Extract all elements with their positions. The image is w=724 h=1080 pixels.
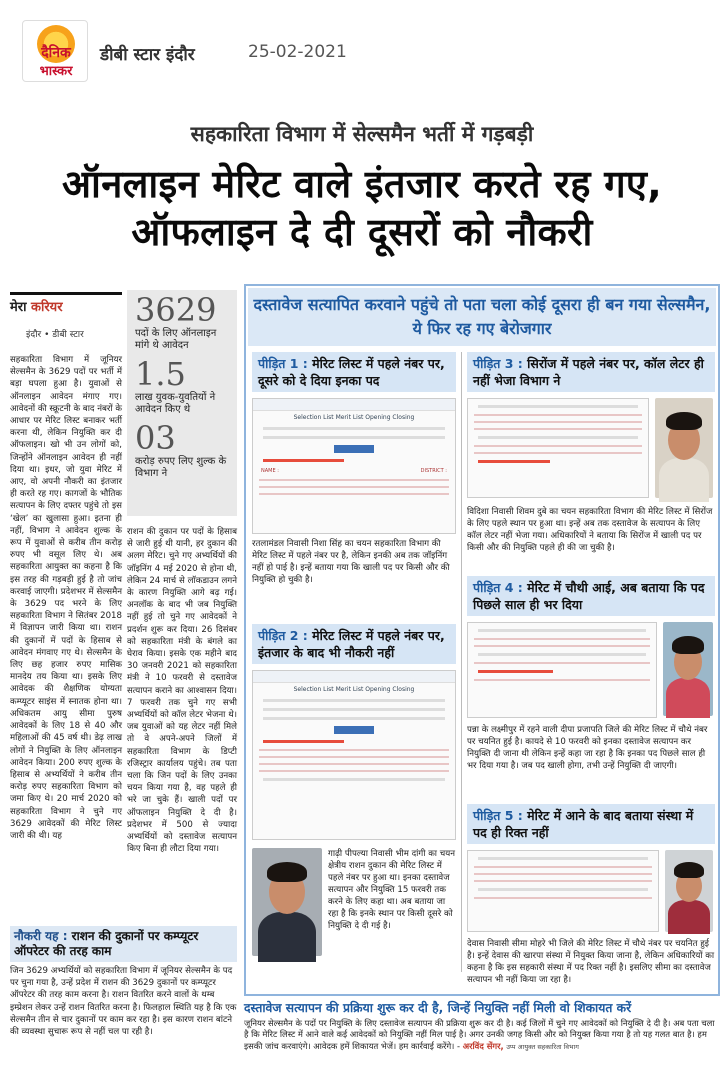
victim-photo — [663, 622, 713, 716]
case-2 — [252, 624, 456, 976]
screenshot-row — [478, 629, 646, 632]
box-text: जिन 3629 अभ्यर्थियों को सहकारिता विभाग में जूनियर सेल्समैन के पद पर चुना गया है, उन्हें प्रदेश में राशन की 3629 दुकानों पर कम्प्यूटर ऑपरेटर की तरह काम करना है। राशन वितरित करने वालों के थम्ब इम्प्रेशन लेकर उन्हें राशन वितरित करना है। फिलहाल स्थिति यह है कि एक सेल्समैन तीन से चार दुकानों पर काम कर रहा है। इस कारण राशन बांटने की व्यवस्था सुचारू रूप से नहीं चल पा रही है। — [10, 966, 237, 1038]
logo-text-bottom: भास्कर — [39, 64, 73, 79]
case-text: देवास निवासी सीमा मोहरे भी जिले की मेरिट लिस्ट में चौथे नंबर पर चयनित हुई है। इन्हें देवास की खारपा संस्था में नियुक्त किया जाना है, लेकिन अधिकारियों का कहना है कि इस सहकारी संस्था में पद रिक्त नहीं है। इसलिए सीमा का दस्तावेज सत्यापन भी नहीं किया जा रहा है। — [467, 939, 715, 985]
stats-sidebar — [127, 290, 237, 516]
victim-photo — [665, 850, 713, 932]
job-description-box — [10, 926, 237, 1038]
case-title — [467, 576, 715, 616]
case-3-visual — [467, 398, 715, 502]
screenshot-row — [478, 405, 638, 408]
merit-list-screenshot — [467, 850, 659, 932]
merit-list-screenshot — [467, 622, 657, 718]
screenshot-row — [259, 763, 449, 765]
article-body-1: सहकारिता विभाग में जूनियर सेल्समैन के 3629 पदों पर भर्ती में बड़ा घपला हुआ है। युवाओं से ऑनलाइन आवेदन मंगाए गए। आवेदनों की स्क्रूटनी के बाद नंबरों के आधार पर मेरिट लिस्ट बनाकर भर्ती करना थी, लेकिन नियुक्ति कर दी ऑफलाइन। खो भी उन लोगों को, जिन्होंने ऑनलाइन आवेदन ही नहीं दिया था। इधर, जो युवा मेरिट में आए, वो अपनी नौकरी का इंतजार ही करते रह गए। कागजों के भौतिक सत्यापन के लिए दफ्तर पहुंचे तो इस ‘खेल’ का खुलासा हुआ। इतना ही नहीं, विभाग ने आवेदन शुल्क के रूप में युवाओं से करीब तीन करोड़ रुपए भी वसूल लिए थे। अब सहकारिता आयुक्त का कहना है कि इस तरह की गड़बड़ी हुई है तो जांच करवाई जाएगी। प्रदेशभर में सेल्समैन के 3629 पद भरने के लिए सहकारिता विभाग ने सितंबर 2018 में विज्ञापन जारी किया था। राशन की दुकानों में पदों के हिसाब से आवेदन मंगवाए गए थे। सेल्समैन के लिए छह हजार रुपए मासिक मानदेय तय किया था। इसके लिए आवेदक की शैक्षणिक योग्यता कम्प्यूटर साइंस में स्नातक होना था। अधिकतम आयु सीमा पुरुष आवेदकों के लिए 18 से 40 और महिलाओं की 45 वर्ष थी। डेढ़ लाख लोगों ने नियुक्ति के लिए ऑनलाइन आवेदन किया। 200 रुपए शुल्क के हिसाब से अभ्यर्थियों ने करीब तीन करोड़ रुपए सहकारिता विभाग को जमा किए थे। 20 मार्च 2020 को सहकारिता विभाग ने चुने गए 3629 आवेदकों की मेरिट लिस्ट जारी की थी। यह — [10, 355, 122, 841]
article-column-2 — [127, 290, 237, 930]
screenshot-row — [474, 679, 650, 681]
dainik-bhaskar-logo — [22, 20, 88, 82]
case-heading: मेरिट में आने के बाद बताया संस्था में पद ही रिक्त नहीं — [473, 808, 694, 840]
case-text: विदिशा निवासी शिवम दुबे का चयन सहकारिता विभाग की मेरिट लिस्ट में सिरोंज के लिए पहले स्थान पर हुआ था। इन्हें अब तक दस्तावेज के सत्यापन के लिए कॉल लेटर नहीं भेजा गया। अधिकारियों ने बताया कि सिरोंज में खाली पद पर किसी और की नियुक्ति पहले ही की जा चुकी है। — [467, 507, 713, 553]
screenshot-button — [334, 726, 374, 734]
case-tag: पीड़ित 5 : — [473, 808, 528, 823]
victim-photo — [252, 848, 322, 956]
headline: ऑनलाइन मेरिट वाले इंतजार करते रह गए, ऑफलाइन दे दी दूसरों को नौकरी — [62, 162, 662, 254]
screenshot-row — [478, 436, 638, 439]
case-1 — [252, 352, 456, 586]
case-4-visual — [467, 622, 715, 720]
case-title — [252, 624, 456, 664]
screenshot-row — [474, 452, 642, 454]
case-tag: पीड़ित 4 : — [473, 580, 528, 595]
photo-hair — [674, 862, 704, 878]
box-title — [10, 926, 237, 962]
stat-number: 03 — [135, 419, 176, 457]
case-text: पन्ना के लक्ष्मीपुर में रहने वाली दीपा प्रजापति जिले की मेरिट लिस्ट में चौथे नंबर पर चयनित हुई है। कायदे से 10 फरवरी को इनका दस्तावेज सत्यापन कर नियुक्ति दी जाना थी लेकिन इन्हें कहा जा रहा है कि इनका पद पिछले साल ही भर दिया गया है। जब पद खाली होगा, तभी उन्हें नियुक्ति दी जाएगी। — [467, 725, 708, 771]
photo-hair — [267, 862, 307, 882]
screenshot-row — [474, 638, 650, 640]
screenshot-row — [259, 749, 449, 751]
photo-body — [659, 458, 709, 502]
screenshot-header — [253, 399, 455, 411]
screenshot-row — [474, 645, 650, 647]
statement-heading: दस्तावेज सत्यापन की प्रक्रिया शुरू कर दी है, जिन्हें नियुक्ति नहीं मिली वो शिकायत करें — [244, 1001, 632, 1015]
screenshot-row — [259, 486, 449, 488]
merit-list-screenshot — [252, 398, 456, 534]
section-label-b: करियर — [30, 300, 63, 315]
logo-text-top: दैनिक — [41, 45, 71, 61]
stat-number: 3629 — [135, 291, 217, 329]
screenshot-row — [263, 778, 445, 781]
screenshot-labels — [253, 468, 455, 474]
victims-panel — [244, 284, 720, 996]
screenshot-district-label: DISTRICT : — [420, 468, 447, 474]
byline: इंदौर • डीबी स्टार — [26, 330, 84, 340]
screenshot-row — [474, 662, 650, 664]
official-statement — [244, 1000, 720, 1076]
case-4 — [467, 576, 715, 794]
case-title — [467, 352, 715, 392]
statement-designation: उप्प आयुक्त सहकारिता विभाग — [506, 1042, 579, 1051]
case-tag: पीड़ित 2 : — [258, 628, 313, 643]
statement-body: जूनियर सेल्समैन के पदों पर नियुक्ति के लिए दस्तावेज सत्यापन की प्रक्रिया शुरू कर दी है। कई जिलों में चुने गए आवेदकों को नियुक्ति दे दी है। अब पता चला है कि मेरिट लिस्ट में आने वाले कई आवेदकों को नियुक्ति नहीं मिल पाई है। अगर उनकी जगह किसी और को नियुक्त किया गया है तो यह गलत बात है। हम इसकी जांच करवाएंगे। आवेदक हमें शिकायत भेजें। हम कार्रवाई करेंगे। - — [244, 1018, 715, 1051]
article-column-1 — [10, 292, 122, 932]
stat-block — [135, 420, 229, 480]
photo-hair — [666, 412, 702, 430]
case-3 — [467, 352, 715, 568]
statement-signature: अरविंद सेंगर, — [462, 1040, 504, 1051]
merit-list-screenshot — [467, 398, 649, 498]
screenshot-row — [474, 421, 642, 423]
edition-date: 25-02-2021 — [248, 42, 347, 62]
case-text: रतलामंडल निवासी निशा सिंह का चयन सहकारिता विभाग की मेरिट लिस्ट में पहले नंबर पर है, लेकिन इनकी अब तक जॉइनिंग नहीं हो पाई है। इन्हें बताया गया कि खाली पद पर किसी और की नियुक्ति हो चुकी है। — [252, 539, 450, 585]
victim-photo — [655, 398, 713, 498]
stat-block — [135, 292, 229, 352]
case-text: गाढ़ी पीपल्या निवासी भीम दांगी का चयन क्षेत्रीय राशन दुकान की मेरिट लिस्ट में पहले नंबर पर हुआ था। इनका दस्तावेज सत्यापन और नियुक्ति 15 फरवरी तक करने के लिए कहा था। अब बताया जा रहा है कि इनके स्थान पर किसी दूसरे को नियुक्ति दे दी गई है। — [328, 849, 455, 931]
box-title-text: राशन की दुकानों पर कम्प्यूटर ऑपरेटर की तरह काम — [14, 929, 199, 958]
screenshot-row — [259, 770, 449, 772]
case-title — [467, 804, 715, 844]
screenshot-row — [478, 653, 646, 656]
screenshot-highlight — [263, 740, 344, 743]
case-heading: मेरिट लिस्ट में पहले नंबर पर, इंतजार के बाद भी नौकरी नहीं — [258, 628, 445, 660]
stat-label: करोड़ रुपए लिए शुल्क के विभाग ने — [135, 456, 227, 479]
screenshot-row — [474, 866, 652, 868]
section-label — [10, 292, 122, 315]
case-2-body — [252, 844, 456, 984]
case-heading: मेरिट में चौथी आई, अब बताया कि पद पिछले साल ही भर दिया — [473, 580, 705, 612]
screenshot-highlight — [478, 670, 553, 673]
screenshot-name-label: NAME : — [261, 468, 279, 474]
stat-number: 1.5 — [135, 355, 186, 393]
screenshot-row — [474, 445, 642, 447]
screenshot-row — [474, 414, 642, 416]
panel-divider — [461, 352, 462, 972]
stat-label: पदों के लिए ऑनलाइन मांगे थे आवेदन — [135, 328, 217, 351]
screenshot-row — [263, 717, 445, 720]
screenshot-row — [474, 428, 642, 430]
screenshot-highlight — [478, 460, 550, 463]
screenshot-row — [259, 756, 449, 758]
screenshot-row — [263, 427, 445, 430]
screenshot-row — [259, 479, 449, 481]
section-label-a: मेरा — [10, 300, 31, 315]
box-title-tag: नौकरी यह : — [14, 929, 72, 943]
screenshot-row — [259, 493, 449, 495]
screenshot-title: Selection List Merit List Opening Closing — [293, 414, 415, 421]
screenshot-row — [478, 888, 648, 891]
edition-name: डीबी स्टार इंदौर — [100, 45, 195, 65]
photo-body — [668, 900, 710, 934]
stat-block — [135, 356, 229, 416]
screenshot-row — [474, 880, 652, 882]
case-5 — [467, 804, 715, 990]
stat-label: लाख युवक-युवतियों ने आवेदन किए थे — [135, 392, 216, 415]
case-tag: पीड़ित 1 : — [258, 356, 313, 371]
screenshot-row — [263, 436, 445, 439]
screenshot-row — [263, 708, 445, 711]
case-5-visual — [467, 850, 715, 934]
screenshot-row — [263, 699, 445, 702]
screenshot-button — [334, 445, 374, 453]
kicker: सहकारिता विभाग में सेल्समैन भर्ती में गड़बड़ी — [190, 122, 534, 146]
panel-heading: दस्तावेज सत्यापित करवाने पहुंचे तो पता चला कोई दूसरा ही बन गया सेल्समैन, ये फिर रह गए बेरोजगार — [248, 288, 716, 346]
article-body-2: राशन की दुकान पर पदों के हिसाब से जारी हुई थी यानी, हर दुकान की अलग मेरिट। चुने गए अभ्यर्थियों की जॉइनिंग 4 मई 2020 से होना थी, लेकिन 24 मार्च से लॉकडाउन लगने के कारण नियुक्ति आगे बढ़ गई। अनलॉक के बाद भी जब नियुक्ति नहीं हुई तो चुने गए आवेदकों ने प्रदर्शन शुरू कर दिया। 26 दिसंबर को सहकारिता मंत्री के बंगले का घेराव किया। इसके एक महीने बाद 30 जनवरी 2021 को सहकारिता मंत्री ने 10 फरवरी से दस्तावेज सत्यापन कराने का आश्वासन दिया। 7 फरवरी तक चुने गए सभी अभ्यर्थियों को कॉल लेटर भेजना थे। जब युवाओं को यह लेटर नहीं मिले तो वे अपने-अपने जिलों में सहकारिता विभाग के डिप्टी रजिस्ट्रार कार्यालय पहुंचे। तब पता चला कि जिन पदों के लिए उनका चयन किया गया है, वह पहले ही भरे जा चुके हैं। खाली पदों पर ऑफलाइन नियुक्ति दे दी है। प्रदेशभर में 500 से ज्यादा अभ्यर्थियों को दस्तावेज सत्यापन किए बिना ही लौटा दिया गया। — [127, 527, 237, 855]
photo-hair — [672, 636, 704, 654]
statement-text — [244, 1018, 720, 1053]
photo-body — [666, 678, 710, 718]
masthead — [0, 0, 724, 100]
screenshot-highlight — [263, 459, 344, 462]
case-tag: पीड़ित 3 : — [473, 356, 528, 371]
screenshot-row — [474, 897, 652, 899]
screenshot-row — [478, 857, 648, 860]
photo-body — [258, 912, 316, 962]
screenshot-row — [474, 873, 652, 875]
screenshot-title: Selection List Merit List Opening Closing — [293, 686, 415, 693]
case-heading: सिरोंज में पहले नंबर पर, कॉल लेटर ही नहीं भेजा विभाग ने — [473, 356, 704, 388]
screenshot-header — [253, 671, 455, 683]
case-heading: मेरिट लिस्ट में पहले नंबर पर, दूसरे को दे दिया इनका पद — [258, 356, 445, 388]
case-title — [252, 352, 456, 392]
merit-list-screenshot — [252, 670, 456, 840]
